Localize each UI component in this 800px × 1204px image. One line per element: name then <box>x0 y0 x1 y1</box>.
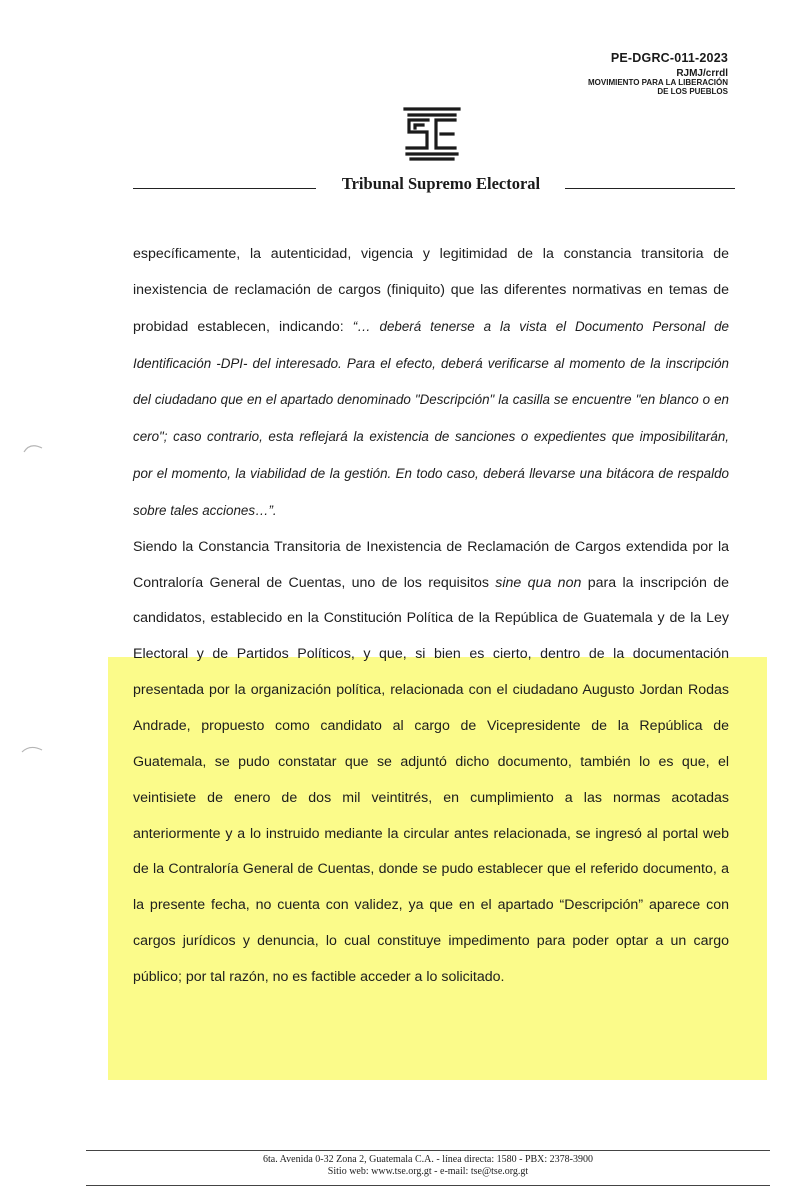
footer-address: 6ta. Avenida 0-32 Zona 2, Guatemala C.A. - línea directa: 1580 - PBX: 2378-3900 <box>262 1154 593 1165</box>
paragraph-intro: específicamente, la autenticidad, vigencia y legitimidad de la constancia transitoria de inexistencia de reclamación de cargos (finiquito) que las diferentes normativas en temas de probidad establecen, indicando: <box>133 246 729 335</box>
tse-logo-icon <box>401 104 463 164</box>
heading-rule-right <box>565 188 735 189</box>
paragraph-text: Siendo la Constancia Transitoria de Inexistencia de Reclamación de Cargos extendida por la Contraloría General de Cuentas, uno de los requisitos <box>133 538 729 591</box>
institution-heading <box>133 174 735 198</box>
document-reference <box>588 52 728 96</box>
reference-initials: RJMJ/crrdl <box>676 67 728 79</box>
footer-contact: Sitio web: www.tse.org.gt - e-mail: tse@tse.org.gt <box>327 1166 529 1177</box>
latin-phrase: sine qua non <box>495 574 582 591</box>
party-name-line-2: DE LOS PUEBLOS <box>657 86 728 96</box>
party-name-line-1: MOVIMIENTO PARA LA LIBERACIÓN <box>588 77 728 87</box>
institution-title: Tribunal Supremo Electoral <box>341 174 541 193</box>
document-body <box>133 237 729 996</box>
heading-rule-left <box>133 188 316 189</box>
body-paragraph <box>133 237 729 530</box>
paragraph-text: para la inscripción de candidatos, establecido en la Constitución Política de la República de Guatemala y de la Ley Electoral y de Partidos Políticos, y que, si bien es cierto, dentro de la documentación presentada por la organización política, relacionada con el ciudadano Augusto Jordan Rodas Andrade, propuesto como candidato al cargo de Vicepresidente de la República de Guatemala, se pudo constatar que se adjuntó dicho documento, también lo es que, el veintisiete de enero de dos mil veintitrés, en cumplimiento a las normas acotadas anteriormente y a lo instruido mediante la circular antes relacionada, se ingresó al portal web de la Contraloría General de Cuentas, donde se pudo establecer que el referido documento, a la presente fecha, no cuenta con validez, ya que en el apartado “Descripción” aparece con cargos jurídicos y denuncia, lo cual constituye impedimento para poder optar a un cargo público; por tal razón, no es factible acceder a lo solicitado. <box>133 574 729 985</box>
footer-rule <box>86 1185 770 1186</box>
scan-artifact-icon <box>20 742 46 760</box>
reference-code: PE-DGRC-011-2023 <box>610 51 728 65</box>
page-footer <box>86 1150 770 1178</box>
quoted-regulation: “… deberá tenerse a la vista el Documento Personal de Identificación -DPI- del interesado. Para el efecto, deberá verificarse al momento de la inscripción del ciudadano que en el apartado denominado "Descripción" la casilla se encuentre "en blanco o en cero"; caso contrario, esta reflejará la existencia de sanciones o expedientes que imposibilitarán, por el momento, la viabilidad de la gestión. En todo caso, deberá llevarse una bitácora de respaldo sobre tales acciones…”. <box>133 318 729 518</box>
scan-artifact-icon <box>22 440 46 460</box>
body-paragraph <box>133 530 729 996</box>
